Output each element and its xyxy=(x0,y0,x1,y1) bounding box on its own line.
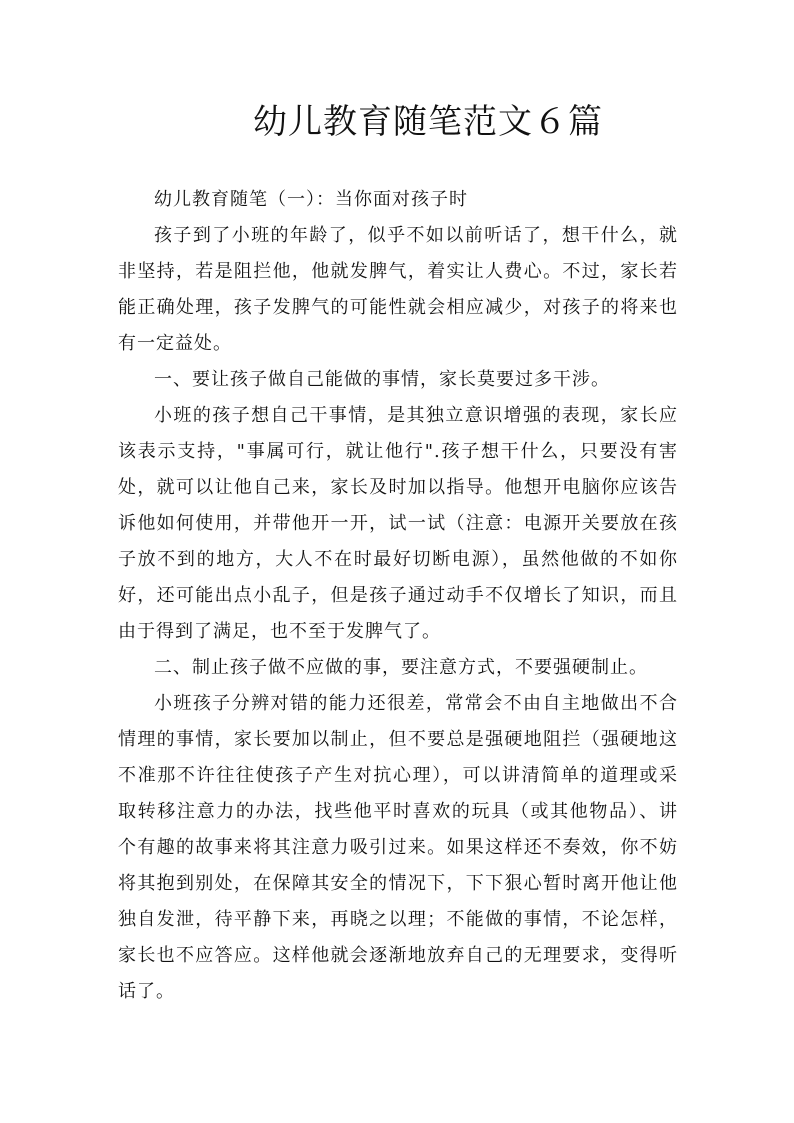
body-paragraph: 小班的孩子想自己干事情，是其独立意识增强的表现，家长应该表示支持，"事属可行，就让他行".孩子想干什么，只要没有害处，就可以让他自己来，家长及时加以指导。他想开电脑你应该告诉他如何使用，并带他开一开，试一试（注意：电源开关要放在孩子放不到的地方，大人不在时最好切断电源），虽然他做的不如你好，还可能出点小乱子，但是孩子通过动手不仅增长了知识，而且由于得到了满足，也不至于发脾气了。 xyxy=(118,405,678,642)
body-paragraph: 小班孩子分辨对错的能力还很差，常常会不由自主地做出不合情理的事情，家长要加以制止，但不要总是强硬地阻拦（强硬地这不准那不许往往使孩子产生对抗心理），可以讲清简单的道理或采取转移注意力的办法，找些他平时喜欢的玩具（或其他物品）、讲个有趣的故事来将其注意力吸引过来。如果这样还不奏效，你不妨将其抱到别处，在保障其安全的情况下，下下狠心暂时离开他让他独自发泄，待平静下来，再晓之以理；不能做的事情，不论怎样，家长也不应答应。这样他就会逐渐地放弃自己的无理要求，变得听话了。 xyxy=(118,693,678,1002)
point-heading: 二、制止孩子做不应做的事，要注意方式，不要强硬制止。 xyxy=(154,657,648,678)
document-title: 幼儿教育随笔范文６篇 xyxy=(253,102,603,142)
section-heading: 幼儿教育随笔（一）：当你面对孩子时 xyxy=(154,189,468,210)
point-heading: 一、要让孩子做自己能做的事情，家长莫要过多干涉。 xyxy=(154,369,610,390)
body-paragraph: 孩子到了小班的年龄了，似乎不如以前听话了，想干什么，就非坚持，若是阻拦他，他就发脾气，着实让人费心。不过，家长若能正确处理，孩子发脾气的可能性就会相应减少，对孩子的将来也有一定益处。 xyxy=(118,225,678,354)
document-body xyxy=(118,182,678,1010)
